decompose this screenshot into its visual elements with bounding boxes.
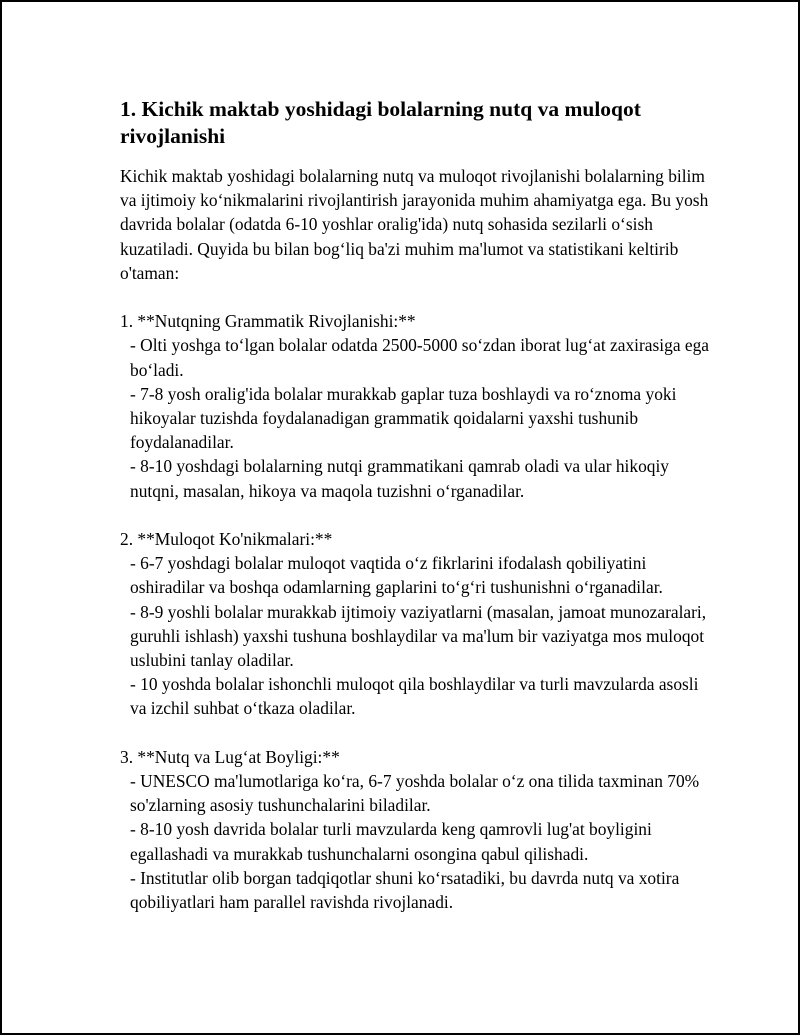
section-heading: 3. **Nutq va Lug‘at Boyligi:**	[120, 746, 340, 767]
list-item: - 8-9 yoshli bolalar murakkab ijtimoiy vaziyatlarni (masalan, jamoat munozaralari, guruhli ishlash) yaxshi tushuna boshlaydilar va ma'lum bir vaziyatga mos muloqot uslubini tanlay oladilar.	[130, 601, 707, 671]
section-heading: 2. **Muloqot Ko'nikmalari:**	[120, 529, 333, 550]
list-item: - 8-10 yoshdagi bolalarning nutqi grammatikani qamrab oladi va ular hikoqiy nutqni, masalan, hikoya va maqola tuzishni o‘rganadilar.	[130, 456, 669, 501]
list-item: - 8-10 yosh davrida bolalar turli mavzularda keng qamrovli lug'at boyligini egallashadi va murakkab tushunchalarni osongina qabul qilishadi.	[130, 819, 652, 864]
document-title: 1. Kichik maktab yoshidagi bolalarning nutq va muloqot rivojlanishi	[120, 97, 641, 148]
list-item: - 10 yoshda bolalar ishonchli muloqot qila boshlaydilar va turli mavzularda asosli va izchil suhbat o‘tkaza oladilar.	[130, 674, 699, 719]
list-item: - 7-8 yosh oralig'ida bolalar murakkab gaplar tuza boshlaydi va ro‘znoma yoki hikoyalar tuzishda foydalanadigan grammatik qoidalarni yaxshi tushunib foydalanadilar.	[130, 383, 677, 453]
section-vocabulary	[120, 745, 710, 914]
list-item: - 6-7 yoshdagi bolalar muloqot vaqtida o‘z fikrlarini ifodalash qobiliyatini oshiradilar va boshqa odamlarning gaplarini to‘g‘ri tushunishni o‘rganadilar.	[130, 553, 663, 598]
section-communication	[120, 527, 710, 721]
list-item: - UNESCO ma'lumotlariga ko‘ra, 6-7 yoshda bolalar o‘z ona tilida taxminan 70% so'zlarning asosiy tushunchalarini biladilar.	[130, 771, 700, 816]
list-item: - Institutlar olib borgan tadqiqotlar shuni ko‘rsatadiki, bu davrda nutq va xotira qobiliyatlari ham parallel ravishda rivojlanadi.	[130, 867, 680, 913]
document-content	[120, 96, 710, 938]
list-item: - Olti yoshga to‘lgan bolalar odatda 2500-5000 so‘zdan iborat lug‘at zaxirasiga ega bo‘ladi.	[130, 335, 710, 380]
intro-paragraph: Kichik maktab yoshidagi bolalarning nutq va muloqot rivojlanishi bolalarning bilim va ijtimoiy ko‘nikmalarini rivojlantirish jarayonida muhim ahamiyatga ega. Bu yosh davrida bolalar (odatda 6-10 yoshlar oralig'ida) nutq sohasida sezilarli o‘sish kuzatiladi. Quyida bu bilan bog‘liq ba'zi muhim ma'lumot va statistikani keltirib o'taman:	[120, 166, 709, 283]
section-grammar	[120, 309, 710, 503]
section-heading: 1. **Nutqning Grammatik Rivojlanishi:**	[120, 311, 416, 332]
